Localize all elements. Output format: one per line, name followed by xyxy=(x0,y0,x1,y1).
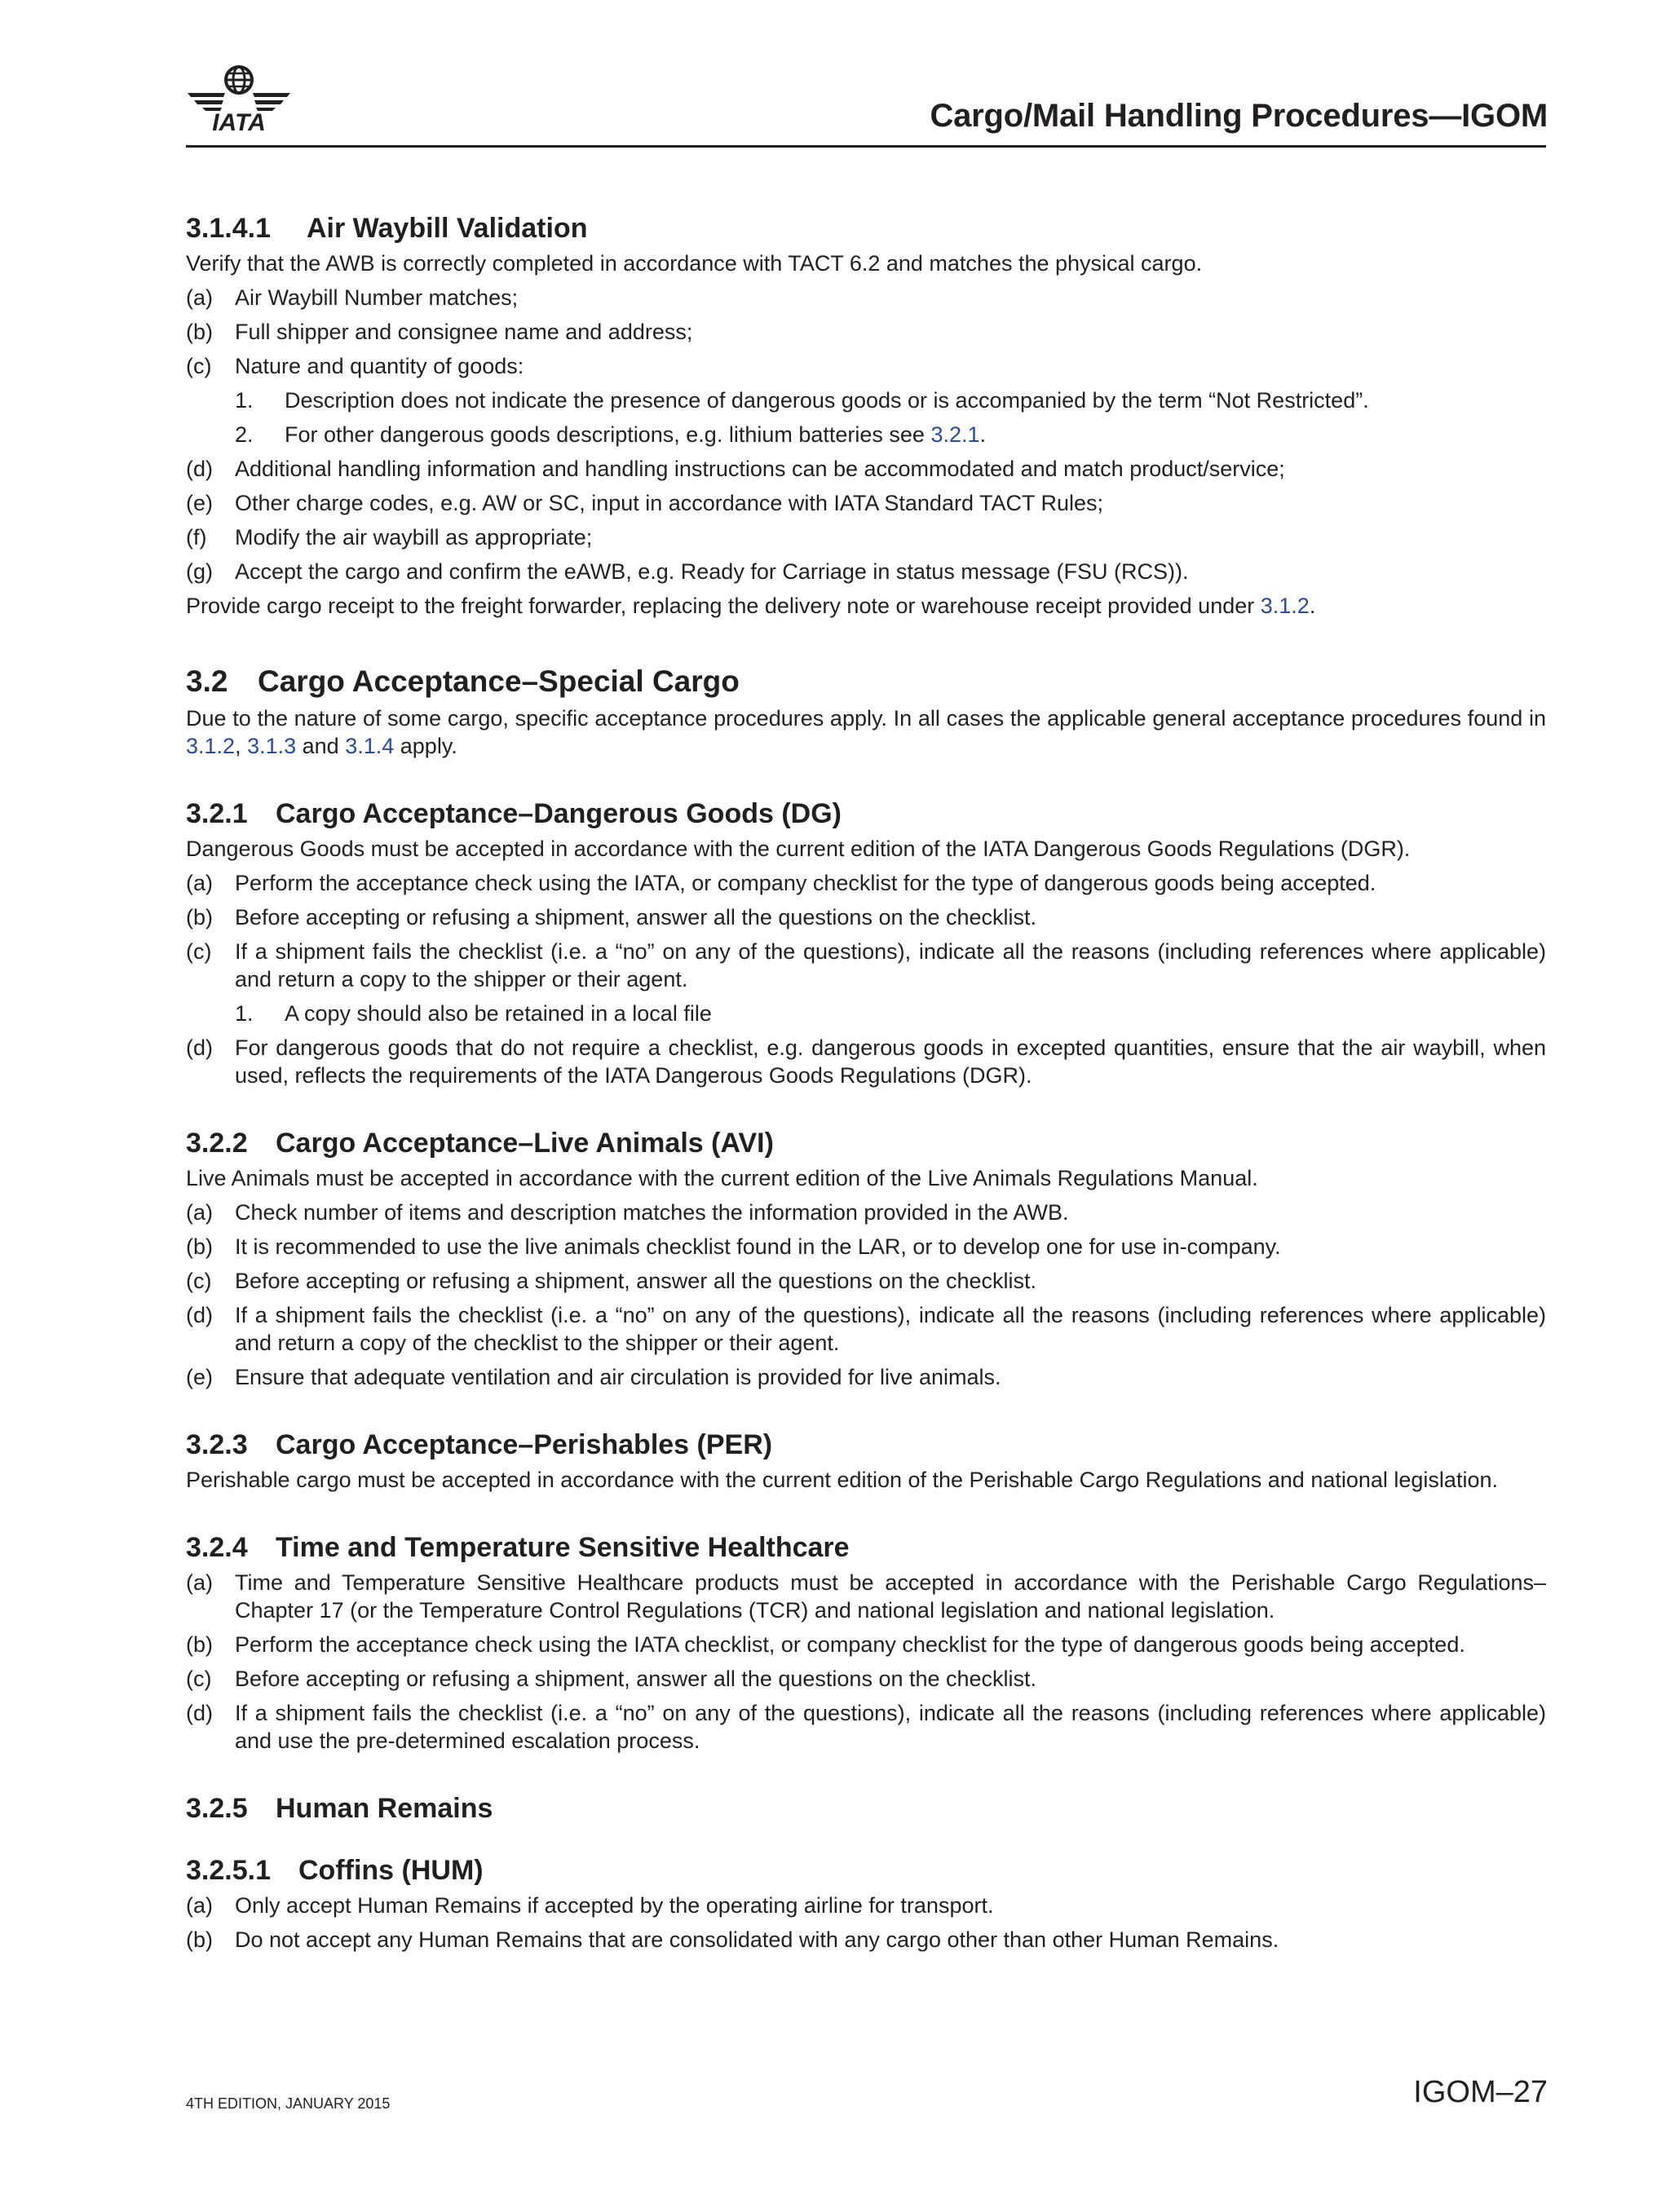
running-header-title: Cargo/Mail Handling Procedures—IGOM xyxy=(930,98,1548,134)
list-item: (a) Air Waybill Number matches; xyxy=(186,285,519,310)
list-item: (a) Time and Temperature Sensitive Healthcare products must be accepted in accordance with the Perishable Cargo Regulations–Chapter 17 (or the Temperature Control Regulations (TCR) and national legislation and national legislation. xyxy=(186,1570,1546,1623)
list-item: (g) Accept the cargo and confirm the eAWB, e.g. Ready for Carriage in status message (FSU (RCS)). xyxy=(186,559,1189,584)
list-item: (a) Check number of items and description matches the information provided in the AWB. xyxy=(186,1200,1069,1225)
list-item: (a) Perform the acceptance check using the IATA, or company checklist for the type of dangerous goods being accepted. xyxy=(186,871,1376,895)
list-item: (d) If a shipment fails the checklist (i.e. a “no” on any of the questions), indicate all the reasons (including references where applicable) and use the pre-determined escalation process. xyxy=(186,1701,1546,1753)
page-content xyxy=(186,210,1546,1954)
list-item: (c) If a shipment fails the checklist (i.e. a “no” on any of the questions), indicate all the reasons (including references where applicable) and return a copy to the shipper or their agent. xyxy=(186,939,1546,991)
sub-list-item: 1. A copy should also be retained in a local file xyxy=(235,1001,712,1026)
list-item: (b) It is recommended to use the live animals checklist found in the LAR, or to develop one for use in-company. xyxy=(186,1234,1281,1259)
list-item: (b) Perform the acceptance check using the IATA checklist, or company checklist for the type of dangerous goods being accepted. xyxy=(186,1632,1465,1657)
paragraph: Due to the nature of some cargo, specific acceptance procedures apply. In all cases the applicable general acceptance procedures found in 3.1.2, 3.1.3 and 3.1.4 apply. xyxy=(186,706,1546,758)
list-item: (e) Other charge codes, e.g. AW or SC, input in accordance with IATA Standard TACT Rules; xyxy=(186,491,1104,515)
sub-list-item: 2. For other dangerous goods descriptions, e.g. lithium batteries see 3.2.1. xyxy=(235,422,987,447)
list-item: (d) For dangerous goods that do not require a checklist, e.g. dangerous goods in excepted quantities, ensure that the air waybill, when used, reflects the requirements of the IATA Dangerous Goods Regulations (DGR). xyxy=(186,1035,1546,1088)
list-item: (c) Before accepting or refusing a shipment, answer all the questions on the checklist. xyxy=(186,1667,1037,1691)
paragraph: Live Animals must be accepted in accordance with the current edition of the Live Animals Regulations Manual. xyxy=(186,1166,1258,1190)
list-item: (b) Full shipper and consignee name and address; xyxy=(186,320,693,344)
heading-3-2-4: 3.2.4 Time and Temperature Sensitive Healthcare xyxy=(186,1532,850,1563)
list-item: (e) Ensure that adequate ventilation and air circulation is provided for live animals. xyxy=(186,1365,1001,1389)
cross-reference-link[interactable]: 3.1.2 xyxy=(186,734,236,758)
heading-3-2-5-1: 3.2.5.1 Coffins (HUM) xyxy=(186,1855,484,1886)
list-item: (d) Additional handling information and handling instructions can be accommodated and match product/service; xyxy=(186,457,1285,481)
list-item: (c) Nature and quantity of goods: xyxy=(186,354,524,378)
svg-text:IATA: IATA xyxy=(212,109,266,134)
list-item: (b) Before accepting or refusing a shipment, answer all the questions on the checklist. xyxy=(186,905,1037,929)
cross-reference-link[interactable]: 3.1.4 xyxy=(345,734,395,758)
header-rule xyxy=(186,145,1546,148)
list-item: (c) Before accepting or refusing a shipment, answer all the questions on the checklist. xyxy=(186,1269,1037,1293)
heading-3-2-5: 3.2.5 Human Remains xyxy=(186,1793,493,1824)
list-item: (d) If a shipment fails the checklist (i.e. a “no” on any of the questions), indicate all the reasons (including references where applicable) and return a copy of the checklist to the shipper or their agent. xyxy=(186,1303,1546,1355)
heading-3-2-3: 3.2.3 Cargo Acceptance–Perishables (PER) xyxy=(186,1429,773,1460)
heading-3-2: 3.2 Cargo Acceptance–Special Cargo xyxy=(186,664,740,698)
heading-3-2-1: 3.2.1 Cargo Acceptance–Dangerous Goods (DG) xyxy=(186,798,842,829)
iata-logo-icon xyxy=(186,62,292,134)
heading-3-2-2: 3.2.2 Cargo Acceptance–Live Animals (AVI) xyxy=(186,1128,774,1159)
list-item: (a) Only accept Human Remains if accepted by the operating airline for transport. xyxy=(186,1893,994,1918)
cross-reference-link[interactable]: 3.2.1 xyxy=(930,422,980,447)
heading-3-1-4-1: 3.1.4.1 Air Waybill Validation xyxy=(186,213,588,244)
cross-reference-link[interactable]: 3.1.2 xyxy=(1260,594,1310,618)
cross-reference-link[interactable]: 3.1.3 xyxy=(247,734,297,758)
sub-list-item: 1. Description does not indicate the presence of dangerous goods or is accompanied by the term “Not Restricted”. xyxy=(235,388,1369,413)
footer-edition: 4TH EDITION, JANUARY 2015 xyxy=(186,2095,391,2112)
paragraph: Provide cargo receipt to the freight forwarder, replacing the delivery note or warehouse receipt provided under 3.1.2. xyxy=(186,594,1316,618)
paragraph: Perishable cargo must be accepted in accordance with the current edition of the Perishable Cargo Regulations and national legislation. xyxy=(186,1468,1498,1492)
paragraph: Verify that the AWB is correctly completed in accordance with TACT 6.2 and matches the physical cargo. xyxy=(186,251,1203,276)
list-item: (b) Do not accept any Human Remains that are consolidated with any cargo other than other Human Remains. xyxy=(186,1927,1279,1952)
paragraph: Dangerous Goods must be accepted in accordance with the current edition of the IATA Dangerous Goods Regulations (DGR). xyxy=(186,837,1411,861)
footer-page-number: IGOM–27 xyxy=(1413,2075,1548,2109)
list-item: (f) Modify the air waybill as appropriate; xyxy=(186,525,593,550)
